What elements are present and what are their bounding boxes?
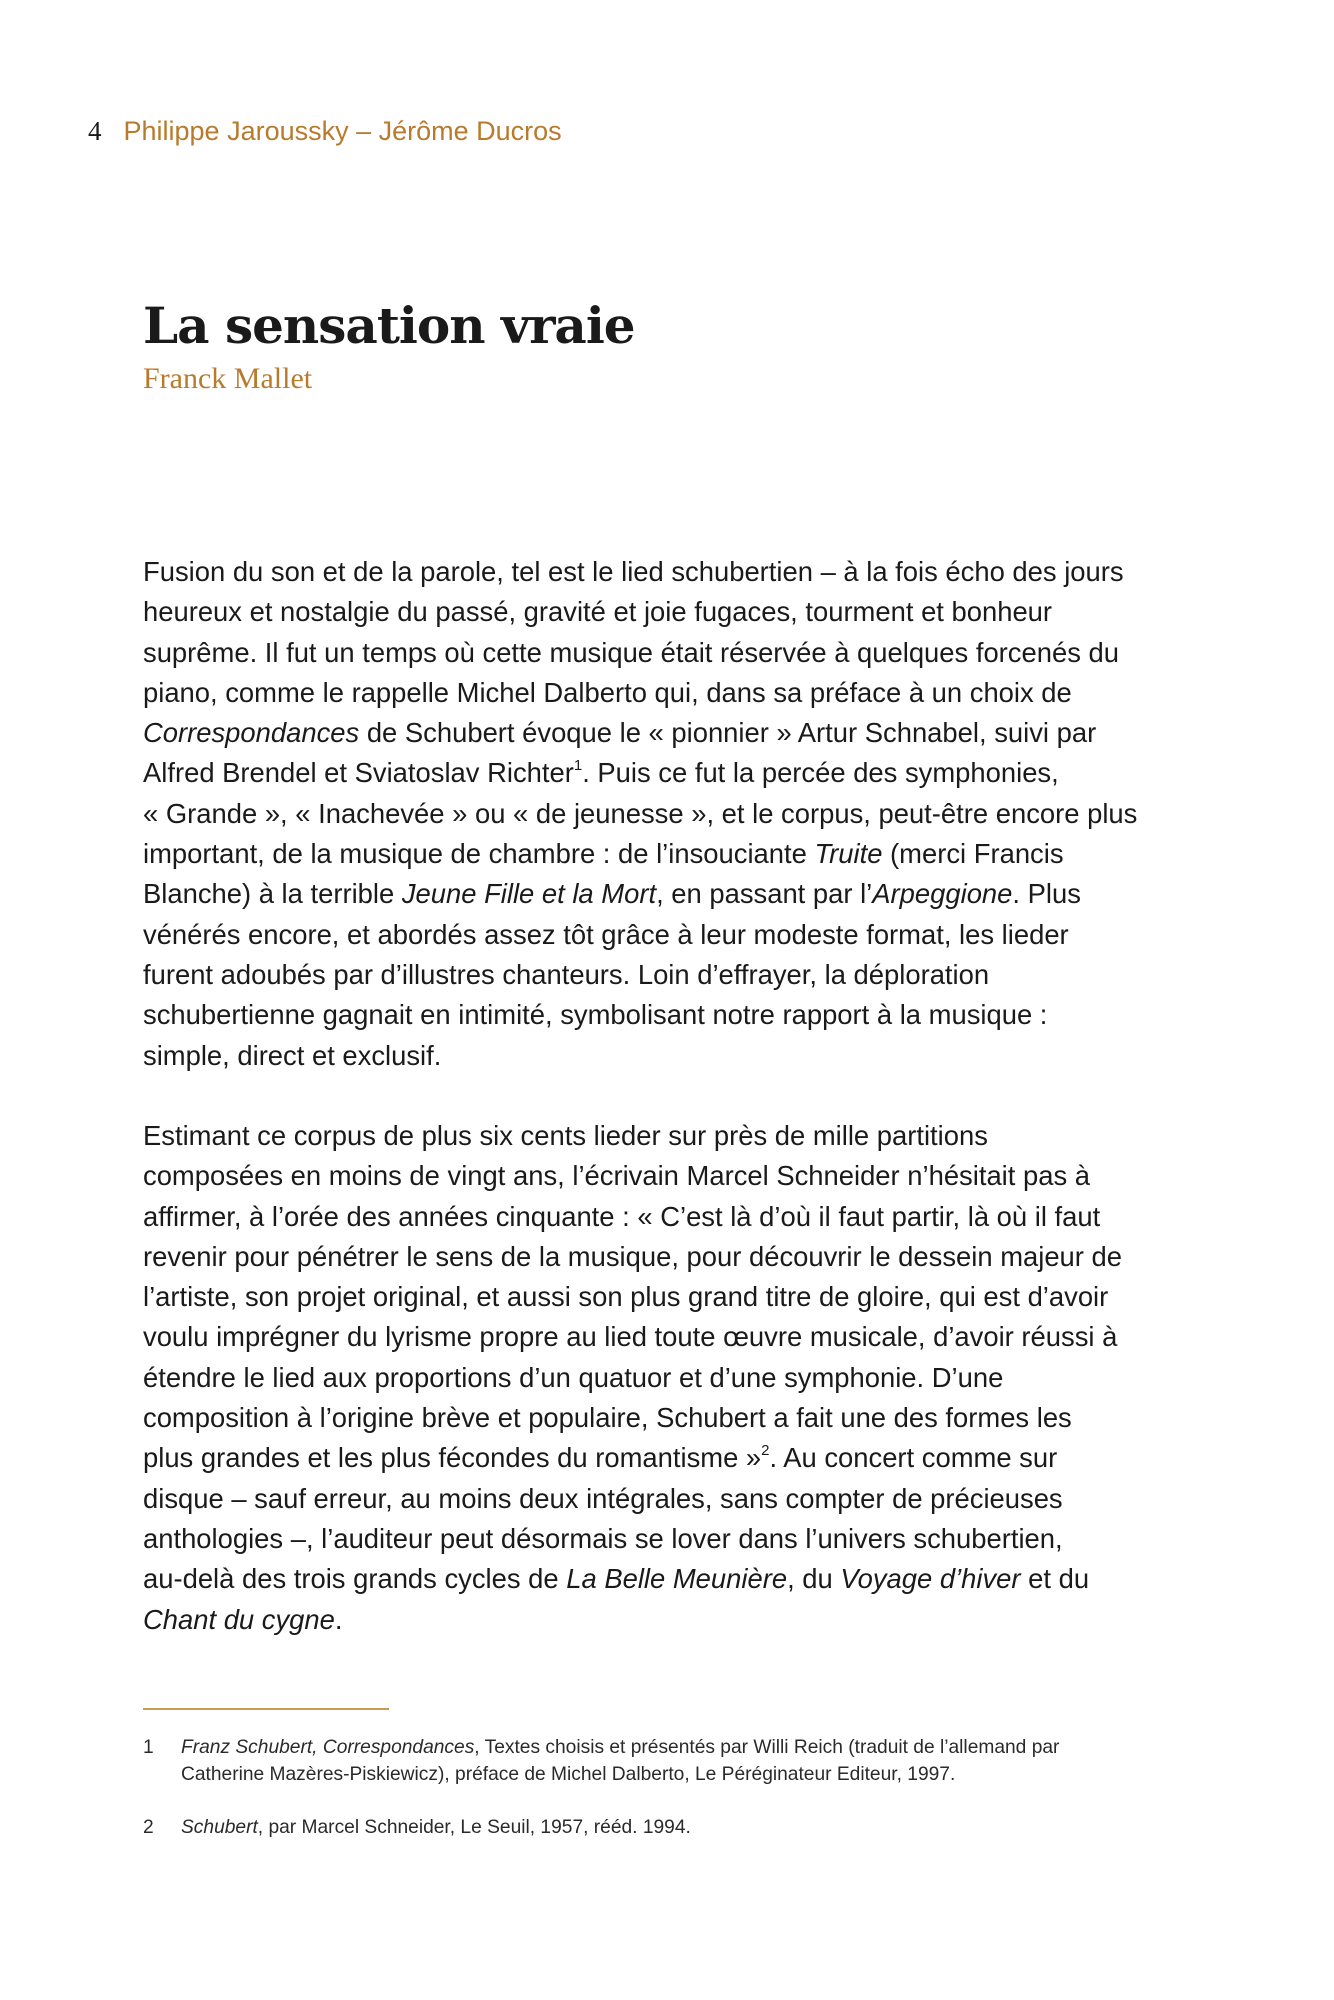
text-line: Catherine Mazères-Piskiewicz), préface de Michel Dalberto, Le Péréginateur Editeur, 1997. — [181, 1764, 956, 1785]
footnote-text — [181, 1734, 1208, 1788]
text-run: Alfred Brendel et Sviatoslav Richter — [143, 757, 574, 789]
footnote-ref-2: 2 — [761, 1442, 770, 1460]
text-line: « Grande », « Inachevée » ou « de jeunesse », et le corpus, peut-être encore plus — [143, 797, 1138, 829]
text-line — [143, 874, 1208, 914]
text-run: , Textes choisis et présentés par Willi Reich (traduit de l’allemand par — [474, 1737, 1060, 1758]
text-line: suprême. Il fut un temps où cette musique était réservée à quelques forcenés du — [143, 636, 1119, 668]
text-run: au-delà des trois grands cycles de — [143, 1563, 567, 1595]
text-line: Estimant ce corpus de plus six cents lieder sur près de mille partitions — [143, 1120, 988, 1151]
text-line — [181, 1814, 1208, 1841]
text-line — [181, 1734, 1208, 1761]
text-line: simple, direct et exclusif. — [143, 1039, 442, 1071]
text-line: voulu imprégner du lyrisme propre au lied toute œuvre musicale, d’avoir réussi à — [143, 1321, 1118, 1353]
text-line — [143, 834, 1208, 874]
text-line — [143, 753, 1208, 793]
work-title: La Belle Meunière — [566, 1563, 788, 1595]
footnote-number: 2 — [143, 1817, 154, 1838]
work-title: Voyage d’hiver — [840, 1563, 1021, 1595]
body-paragraph-1 — [143, 552, 1208, 1076]
footnote-text — [181, 1814, 1208, 1841]
footnote-divider — [143, 1708, 389, 1710]
work-title: Jeune Fille et la Mort — [401, 878, 657, 910]
work-title: Truite — [814, 838, 883, 870]
text-line: heureux et nostalgie du passé, gravité et joie fugaces, tourment et bonheur — [143, 596, 1053, 628]
text-run: Blanche) à la terrible — [143, 878, 402, 910]
text-run: et du — [1020, 1563, 1090, 1595]
text-run: , du — [787, 1563, 841, 1595]
work-title: Schubert — [181, 1817, 258, 1838]
text-run: . Plus — [1012, 878, 1081, 910]
text-line: affirmer, à l’orée des années cinquante : « C’est là d’où il faut partir, là où il faut — [143, 1200, 1101, 1232]
footnote-2 — [143, 1814, 1208, 1841]
text-line: schubertienne gagnait en intimité, symbolisant notre rapport à la musique : — [143, 999, 1048, 1031]
text-run: (merci Francis — [882, 838, 1064, 870]
text-run: . Au concert comme sur — [769, 1442, 1058, 1474]
text-run: , en passant par l’ — [656, 878, 873, 910]
text-line — [143, 1438, 1208, 1478]
text-run: plus grandes et les plus fécondes du romantisme » — [143, 1442, 762, 1474]
work-title: Franz Schubert, Correspondances — [181, 1737, 475, 1758]
article-author: Franck Mallet — [143, 362, 313, 395]
text-line: anthologies –, l’auditeur peut désormais se lover dans l’univers schubertien, — [143, 1522, 1063, 1554]
text-run: . Puis ce fut la percée des symphonies, — [582, 757, 1059, 789]
article-title: La sensation vraie — [143, 296, 635, 355]
footnote-ref-1: 1 — [573, 757, 583, 775]
text-line: revenir pour pénétrer le sens de la musique, pour découvrir le dessein majeur de — [143, 1240, 1122, 1272]
running-title: Philippe Jaroussky – Jérôme Ducros — [123, 116, 562, 146]
work-title: Correspondances — [143, 717, 360, 749]
running-header — [88, 114, 562, 148]
text-line: furent adoubés par d’illustres chanteurs. Loin d’effrayer, la déploration — [143, 958, 990, 990]
footnote-number: 1 — [143, 1737, 154, 1758]
text-run: important, de la musique de chambre : de l’insouciante — [143, 838, 815, 870]
footnote-1 — [143, 1734, 1208, 1788]
text-run: . — [334, 1603, 343, 1635]
text-run: de Schubert évoque le « pionnier » Artur Schnabel, suivi par — [359, 717, 1097, 749]
text-line: vénérés encore, et abordés assez tôt grâce à leur modeste format, les lieder — [143, 918, 1069, 950]
text-line: piano, comme le rappelle Michel Dalberto qui, dans sa préface à un choix de — [143, 676, 1072, 708]
text-line: disque – sauf erreur, au moins deux intégrales, sans compter de précieuses — [143, 1482, 1063, 1514]
text-line — [143, 1559, 1208, 1599]
text-line: composées en moins de vingt ans, l’écrivain Marcel Schneider n’hésitait pas à — [143, 1160, 1090, 1192]
text-line — [143, 1600, 1208, 1640]
text-line: Fusion du son et de la parole, tel est le lied schubertien – à la fois écho des jours — [143, 556, 1124, 587]
text-line: l’artiste, son projet original, et aussi son plus grand titre de gloire, qui est d’avoir — [143, 1281, 1109, 1313]
body-paragraph-2 — [143, 1116, 1208, 1640]
work-title: Chant du cygne — [143, 1603, 335, 1635]
text-run: , par Marcel Schneider, Le Seuil, 1957, rééd. 1994. — [257, 1817, 691, 1838]
text-line: composition à l’origine brève et populaire, Schubert a fait une des formes les — [143, 1402, 1072, 1434]
work-title: Arpeggione — [872, 878, 1013, 910]
text-line: étendre le lied aux proportions d’un quatuor et d’une symphonie. D’une — [143, 1361, 1004, 1393]
page-number: 4 — [88, 116, 102, 146]
text-line — [143, 713, 1208, 753]
